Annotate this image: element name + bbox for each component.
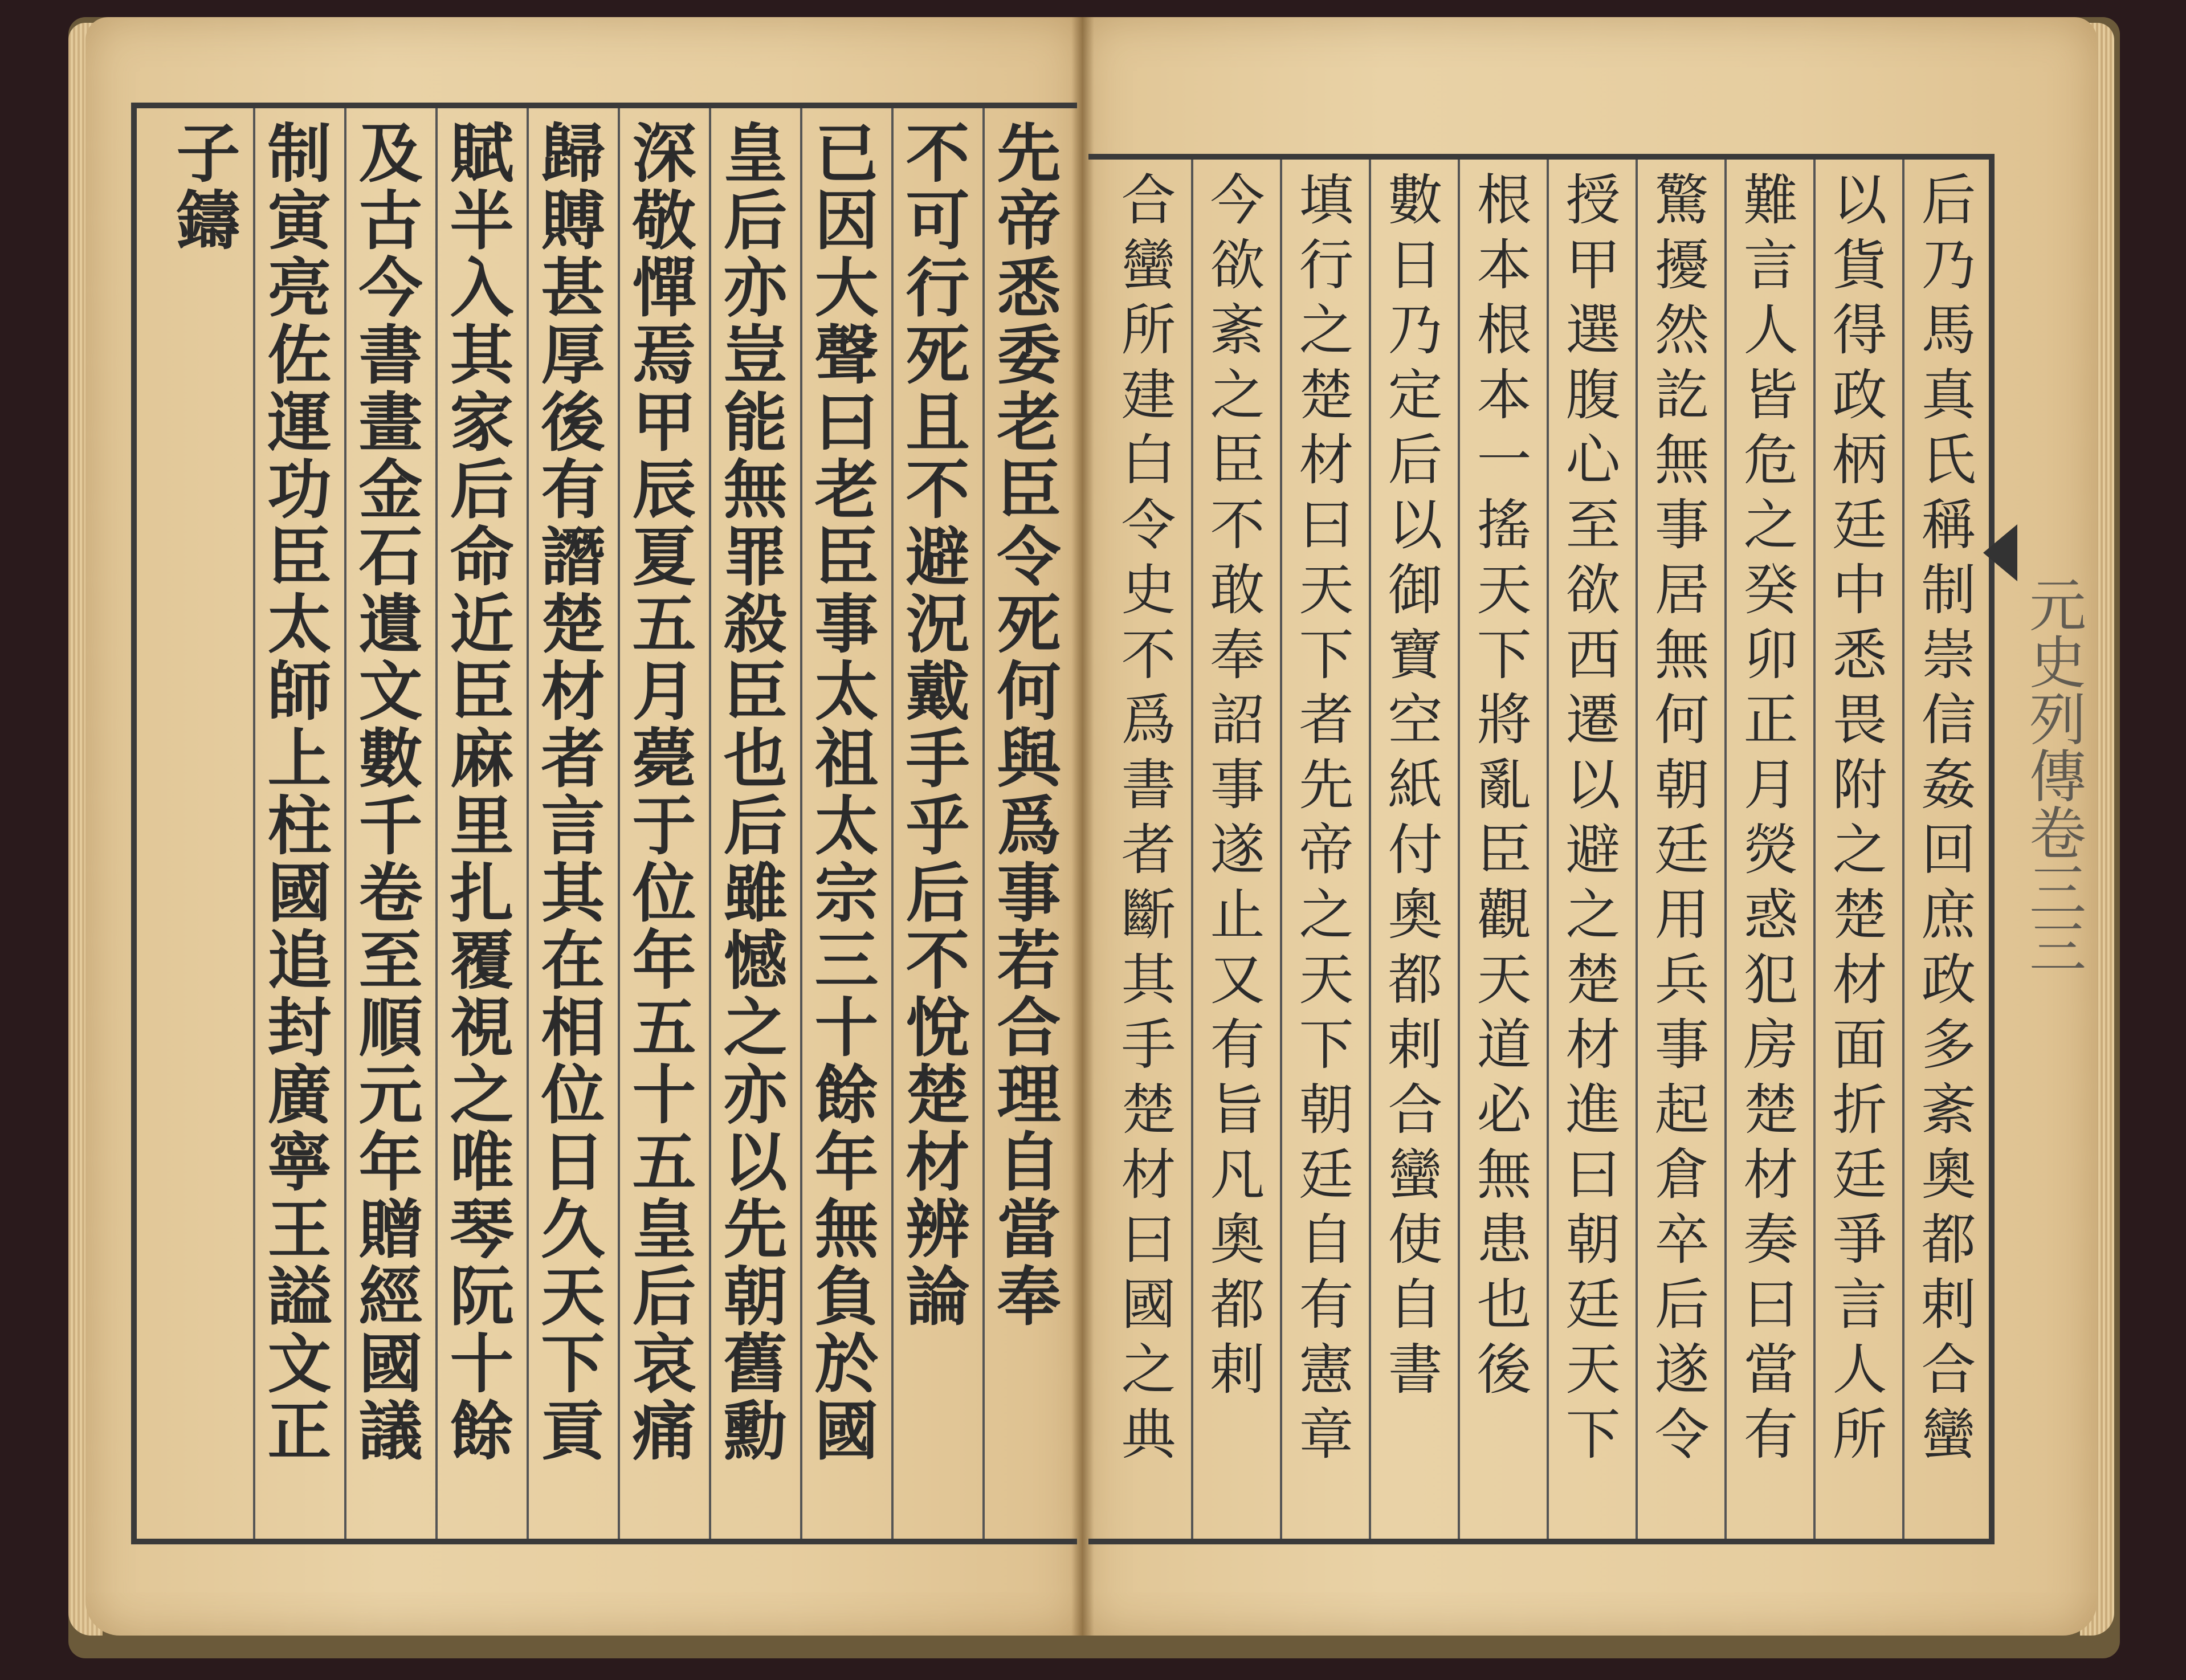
column-rule xyxy=(1902,160,1904,1539)
right-column-9: 今欲紊之臣不敢奉詔事遂止又有旨凡奧都剌 xyxy=(1201,171,1265,1405)
left-column-7: 賦半入其家后命近臣麻里扎覆視之唯琴阮十餘 xyxy=(439,120,514,1465)
right-column-1: 后乃馬真氏稱制崇信姦回庶政多紊奧都剌合蠻 xyxy=(1912,171,1976,1470)
right-column-5: 授甲選腹心至欲西遷以避之楚材進曰朝廷天下 xyxy=(1557,171,1621,1470)
left-column-1: 先帝悉委老臣令死何與爲事若合理自當奉 xyxy=(986,120,1061,1330)
column-rule xyxy=(1369,160,1371,1539)
right-column-6: 根本根本一搖天下將亂臣觀天道必無患也後 xyxy=(1468,171,1532,1405)
column-rule xyxy=(1724,160,1727,1539)
column-rule xyxy=(1547,160,1549,1539)
column-rule xyxy=(253,108,255,1539)
column-rule xyxy=(1636,160,1638,1539)
left-column-6: 歸賻甚厚後有譖楚材者言其在相位日久天下貢 xyxy=(531,120,605,1465)
column-rule xyxy=(1458,160,1460,1539)
column-rule xyxy=(435,108,438,1539)
left-column-3: 已因大聲曰老臣事太祖太宗三十餘年無負於國 xyxy=(804,120,879,1465)
right-column-3: 難言人皆危之癸卯正月熒惑犯房楚材奏曰當有 xyxy=(1735,171,1798,1470)
right-column-10: 合蠻所建白令史不爲書者斷其手楚材曰國之典 xyxy=(1112,171,1176,1470)
right-column-2: 以貨得政柄廷中悉畏附之楚材面折廷爭言人所 xyxy=(1824,171,1887,1470)
column-rule xyxy=(709,108,711,1539)
column-rule xyxy=(344,108,346,1539)
column-rule xyxy=(618,108,620,1539)
banxin-title: 元史列傳卷三三 xyxy=(2020,576,2086,974)
left-column-2: 不可行死且不避況戴手乎后不悅楚材辨論 xyxy=(895,120,970,1330)
right-column-7: 數日乃定后以御寶空紙付奧都剌合蠻使自書 xyxy=(1379,171,1443,1405)
left-column-4: 皇后亦豈能無罪殺臣也后雖憾之亦以先朝舊勳 xyxy=(713,120,788,1465)
column-rule xyxy=(800,108,802,1539)
fold-marker xyxy=(1983,524,2017,581)
right-column-8: 填行之楚材曰天下者先帝之天下朝廷自有憲章 xyxy=(1290,171,1354,1470)
right-column-4: 驚擾然訖無事居無何朝廷用兵事起倉卒后遂令 xyxy=(1646,171,1710,1470)
left-column-9: 制寅亮佐運功臣太師上柱國追封廣寧王謚文正 xyxy=(257,120,332,1465)
left-column-8: 及古今書畫金石遺文數千卷至順元年贈經國議 xyxy=(348,120,423,1465)
column-rule xyxy=(1191,160,1193,1539)
column-rule xyxy=(891,108,894,1539)
column-rule xyxy=(1813,160,1816,1539)
column-rule xyxy=(1280,160,1282,1539)
left-column-5: 深敬憚焉甲辰夏五月薨于位年五十五皇后哀痛 xyxy=(622,120,696,1465)
left-column-10: 子鑄 xyxy=(166,120,240,254)
column-rule xyxy=(982,108,985,1539)
column-rule xyxy=(527,108,529,1539)
